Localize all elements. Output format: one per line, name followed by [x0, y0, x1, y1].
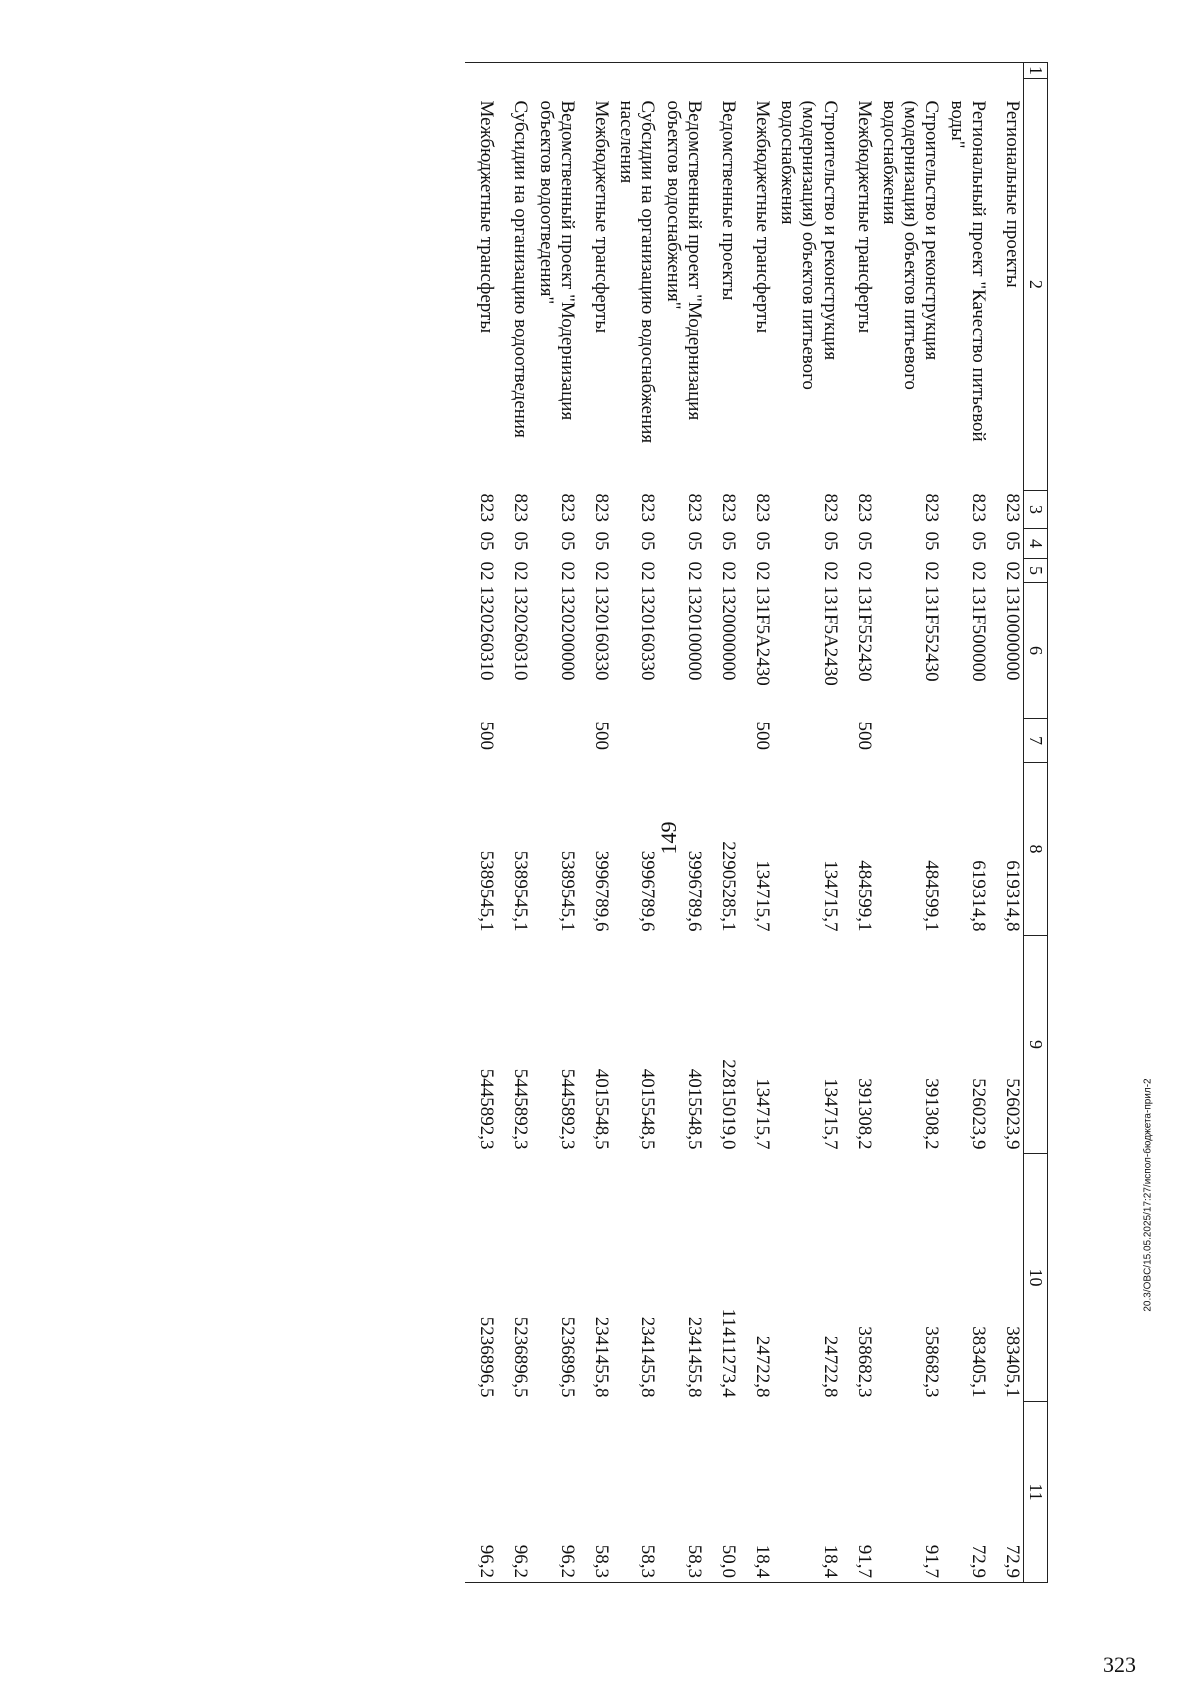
row-c5: 02	[476, 561, 498, 581]
row-c9: 134715,7	[751, 1078, 773, 1150]
row-c7: 500	[590, 721, 612, 750]
row-name: Субсидии на организацию водоотведения	[510, 100, 532, 438]
row-c7	[499, 719, 533, 763]
header-cell-9: 9	[1024, 936, 1048, 1154]
row-c11: 58,3	[580, 1402, 614, 1583]
row-c3: 823	[476, 493, 498, 522]
row-c10: 24722,8	[751, 1335, 773, 1398]
row-c7	[775, 719, 843, 763]
row-c8: 5389545,1	[556, 850, 578, 932]
row-name: Региональные проекты	[1002, 100, 1023, 288]
row-c5: 02	[590, 561, 612, 581]
rotated-table-container	[168, 62, 1048, 1582]
table-row	[944, 63, 991, 1583]
row-c6: 131F5A2430	[751, 585, 773, 686]
row-c8: 619314,8	[968, 860, 989, 932]
row-c11: 96,2	[465, 1402, 499, 1583]
row-c9: 391308,2	[853, 1078, 875, 1150]
header-cell-4: 4	[1024, 529, 1048, 559]
header-cell-3: 3	[1024, 491, 1048, 529]
row-c9: 4015548,5	[683, 1068, 705, 1150]
row-c11: 58,3	[660, 1402, 707, 1583]
table-row	[741, 63, 775, 1583]
table-row	[465, 63, 499, 1583]
row-c4: 05	[683, 531, 705, 551]
row-c6: 1320160330	[637, 585, 659, 681]
row-c5: 02	[510, 561, 532, 581]
row-c11: 91,7	[877, 1402, 945, 1583]
row-c10: 11411273,4	[717, 1308, 739, 1398]
row-c3: 823	[921, 493, 943, 522]
row-name: Региональный проект "Качество питьевой воды"	[946, 100, 989, 442]
budget-table	[465, 62, 1048, 1583]
row-c3: 823	[717, 493, 739, 522]
row-c3: 823	[1002, 493, 1023, 522]
header-cell-10: 10	[1024, 1154, 1048, 1402]
row-c10: 358682,3	[853, 1326, 875, 1398]
row-c6: 131F552430	[921, 585, 943, 682]
row-c3: 823	[590, 493, 612, 522]
row-c4: 05	[968, 531, 989, 551]
row-c5: 02	[968, 561, 989, 581]
row-c10: 383405,1	[968, 1326, 989, 1398]
row-c6: 1320000000	[717, 585, 739, 681]
row-c4: 05	[590, 531, 612, 551]
row-c8: 5389545,1	[476, 850, 498, 932]
row-c6: 131F552430	[853, 585, 875, 682]
row-c8: 134715,7	[819, 860, 841, 932]
row-c10: 358682,3	[921, 1326, 943, 1398]
table-body	[465, 63, 1023, 1583]
row-c8: 3996789,6	[683, 850, 705, 932]
header-cell-8: 8	[1024, 763, 1048, 936]
row-c6: 1320160330	[590, 585, 612, 681]
row-c8: 484599,1	[921, 860, 943, 932]
row-name: Межбюджетные трансферты	[590, 100, 612, 334]
row-c8: 134715,7	[751, 860, 773, 932]
row-c11: 18,4	[775, 1402, 843, 1583]
header-cell-7: 7	[1024, 719, 1048, 763]
table-row	[499, 63, 533, 1583]
row-c6: 1320200000	[556, 585, 578, 681]
row-c9: 391308,2	[921, 1078, 943, 1150]
footer-code: 20.3/OBC/15.05.2025/17:27/испол-бюджета-прил-2	[1142, 1078, 1154, 1312]
row-c10: 5236896,5	[510, 1316, 532, 1398]
header-cell-6: 6	[1024, 583, 1048, 719]
row-c11: 96,2	[499, 1402, 533, 1583]
row-c5: 02	[853, 561, 875, 581]
row-c11: 18,4	[741, 1402, 775, 1583]
row-c9: 4015548,5	[637, 1068, 659, 1150]
table-row	[533, 63, 580, 1583]
row-c6: 131F500000	[968, 585, 989, 682]
row-c4: 05	[819, 531, 841, 551]
row-c6: 1320100000	[683, 585, 705, 681]
row-c9: 134715,7	[819, 1078, 841, 1150]
row-c7	[991, 719, 1024, 763]
row-c9: 5445892,3	[476, 1068, 498, 1150]
row-c7	[707, 719, 741, 763]
row-c11: 50,0	[707, 1402, 741, 1583]
row-c11: 91,7	[843, 1402, 877, 1583]
header-cell-5: 5	[1024, 559, 1048, 583]
row-c3: 823	[510, 493, 532, 522]
row-c5: 02	[556, 561, 578, 581]
row-c5: 02	[717, 561, 739, 581]
row-c5: 02	[921, 561, 943, 581]
table-row	[660, 63, 707, 1583]
row-name: Субсидии на организацию водоснабжения населения	[616, 100, 659, 444]
row-c4: 05	[717, 531, 739, 551]
row-c4: 05	[1002, 531, 1023, 551]
row-c10: 2341455,8	[683, 1316, 705, 1398]
row-c3: 823	[556, 493, 578, 522]
row-c9: 4015548,5	[590, 1068, 612, 1150]
row-c9: 22815019,0	[717, 1059, 739, 1150]
row-c4: 05	[637, 531, 659, 551]
page-number-top: 149	[656, 821, 681, 855]
row-c6: 131F5A2430	[819, 585, 841, 686]
row-c10: 5236896,5	[476, 1316, 498, 1398]
row-c5: 02	[751, 561, 773, 581]
row-c7	[877, 719, 945, 763]
row-name: Межбюджетные трансферты	[476, 100, 498, 334]
row-c10: 2341455,8	[637, 1316, 659, 1398]
row-c8: 3996789,6	[590, 850, 612, 932]
row-c6: 1320260310	[510, 585, 532, 681]
table-row	[877, 63, 945, 1583]
table-row	[614, 63, 661, 1583]
row-c8: 619314,8	[1002, 860, 1023, 932]
row-c4: 05	[510, 531, 532, 551]
table-header-row	[1024, 63, 1048, 1583]
row-c6: 1320260310	[476, 585, 498, 681]
header-cell-11: 11	[1024, 1402, 1048, 1583]
row-name: Ведомственный проект "Модернизация объектов водоснабжения"	[662, 100, 705, 421]
row-c7: 500	[476, 721, 498, 750]
header-cell-2: 2	[1024, 79, 1048, 491]
row-name: Межбюджетные трансферты	[853, 100, 875, 334]
table-row	[843, 63, 877, 1583]
row-c9: 5445892,3	[556, 1068, 578, 1150]
row-c3: 823	[683, 493, 705, 522]
row-c5: 02	[819, 561, 841, 581]
row-c9: 526023,9	[968, 1078, 989, 1150]
row-c7: 500	[853, 721, 875, 750]
row-c8: 22905285,1	[717, 841, 739, 932]
row-c10: 5236896,5	[556, 1316, 578, 1398]
row-c4: 05	[853, 531, 875, 551]
row-c11: 72,9	[944, 1402, 991, 1583]
row-c3: 823	[819, 493, 841, 522]
header-cell-1: 1	[1024, 63, 1048, 79]
row-c8: 484599,1	[853, 860, 875, 932]
row-c8: 3996789,6	[637, 850, 659, 932]
row-c3: 823	[751, 493, 773, 522]
row-name: Межбюджетные трансферты	[751, 100, 773, 334]
row-c10: 24722,8	[819, 1335, 841, 1398]
table-row	[707, 63, 741, 1583]
row-name: Строительство и реконструкция (модернизация) объектов питьевого водоснабжения	[777, 100, 841, 390]
row-c5: 02	[637, 561, 659, 581]
row-c3: 823	[637, 493, 659, 522]
row-c10: 383405,1	[1002, 1326, 1023, 1398]
row-c6: 1310000000	[1002, 585, 1023, 681]
row-c11: 72,9	[991, 1402, 1024, 1583]
row-c3: 823	[853, 493, 875, 522]
page-number-bottom: 323	[1103, 1652, 1136, 1677]
row-c3: 823	[968, 493, 989, 522]
row-c11: 58,3	[614, 1402, 661, 1583]
row-c7	[533, 719, 580, 763]
row-c7: 500	[751, 721, 773, 750]
row-c7	[944, 719, 991, 763]
row-c5: 02	[1002, 561, 1023, 581]
row-c7	[614, 719, 661, 763]
table-row	[991, 63, 1024, 1583]
row-c9: 526023,9	[1002, 1078, 1023, 1150]
row-c10: 2341455,8	[590, 1316, 612, 1398]
row-name: Ведомственные проекты	[717, 100, 739, 301]
table-row	[775, 63, 843, 1583]
row-name: Строительство и реконструкция (модернизация) объектов питьевого водоснабжения	[878, 100, 943, 390]
row-c4: 05	[921, 531, 943, 551]
row-c7	[660, 719, 707, 763]
table-row	[580, 63, 614, 1583]
row-c11: 96,2	[533, 1402, 580, 1583]
row-c4: 05	[751, 531, 773, 551]
row-c8: 5389545,1	[510, 850, 532, 932]
row-c4: 05	[556, 531, 578, 551]
row-c4: 05	[476, 531, 498, 551]
row-c5: 02	[683, 561, 705, 581]
row-c9: 5445892,3	[510, 1068, 532, 1150]
row-name: Ведомственный проект "Модернизация объектов водоотведения"	[535, 100, 578, 421]
